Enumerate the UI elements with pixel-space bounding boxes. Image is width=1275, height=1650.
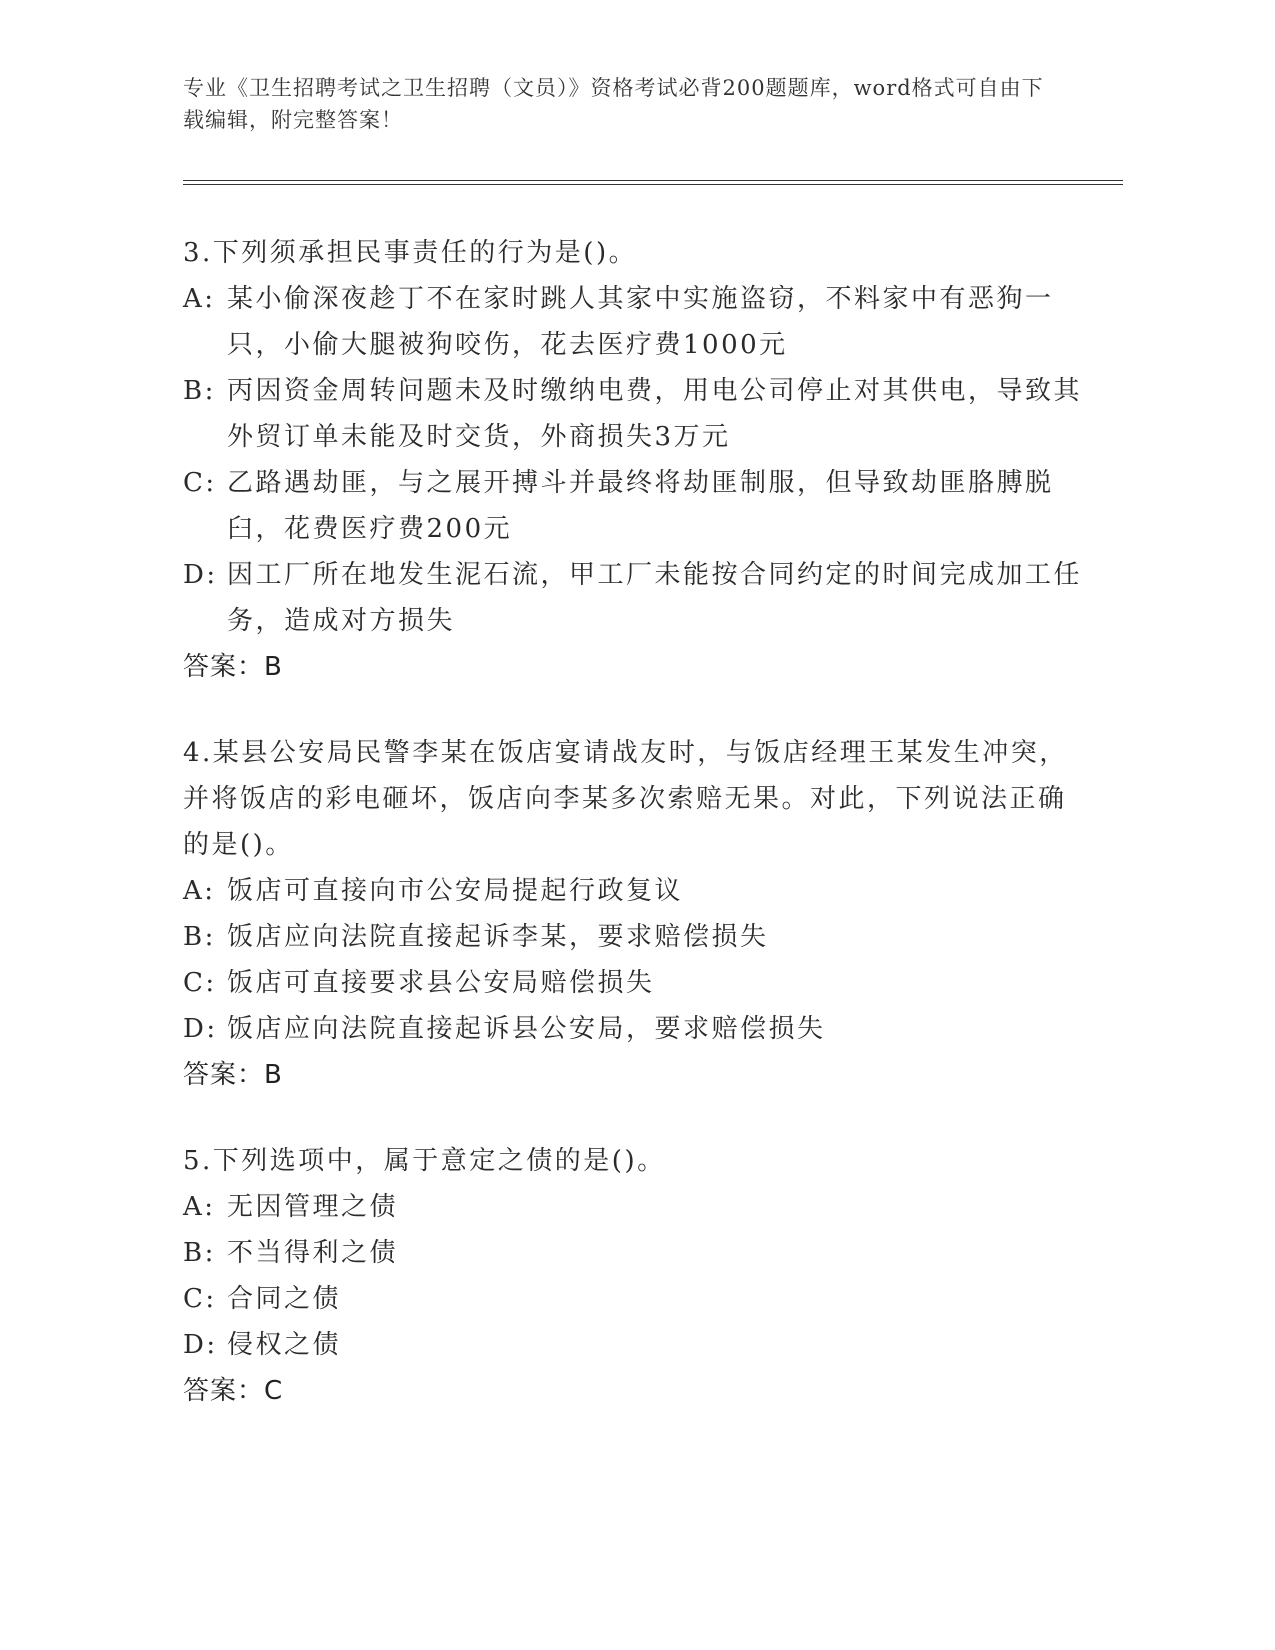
answer-line: 答案：B (183, 1060, 283, 1090)
option-letter: D: (183, 1330, 218, 1360)
option-d (183, 1322, 1083, 1368)
option-letter: A: (183, 876, 216, 906)
option-letter: C: (183, 1284, 217, 1314)
option-text: 某小偷深夜趁丁不在家时跳人其家中实施盗窃，不料家中有恶狗一只，小偷大腿被狗咬伤，花去医疗费1000元 (227, 284, 1054, 360)
option-a (183, 868, 1083, 914)
option-b (183, 1230, 1083, 1276)
document-header: 专业《卫生招聘考试之卫生招聘（文员）》资格考试必背200题题库，word格式可自由下载编辑，附完整答案！ (183, 76, 1044, 132)
option-letter: D: (183, 1014, 218, 1044)
question-stem: 5.下列选项中，属于意定之债的是()。 (183, 1146, 666, 1176)
option-letter: B: (183, 922, 216, 952)
question-5 (183, 1138, 1083, 1414)
option-b (183, 914, 1083, 960)
option-c (183, 960, 1083, 1006)
question-stem: 3.下列须承担民事责任的行为是()。 (183, 238, 638, 268)
option-text: 因工厂所在地发生泥石流，甲工厂未能按合同约定的时间完成加工任务，造成对方损失 (227, 560, 1083, 636)
option-a (183, 276, 1083, 368)
option-letter: B: (183, 376, 216, 406)
header-divider-bottom (183, 184, 1123, 185)
option-text: 无因管理之债 (227, 1192, 399, 1222)
option-letter: D: (183, 560, 218, 590)
question-list (183, 230, 1083, 1454)
option-text: 侵权之债 (227, 1330, 342, 1360)
option-text: 不当得利之债 (227, 1238, 399, 1268)
option-text: 饭店应向法院直接起诉县公安局，要求赔偿损失 (227, 1014, 826, 1044)
option-d (183, 1006, 1083, 1052)
answer-line: 答案：C (183, 1376, 284, 1406)
option-letter: A: (183, 284, 216, 314)
option-text: 丙因资金周转问题未及时缴纳电费，用电公司停止对其供电，导致其外贸订单未能及时交货，外商损失3万元 (227, 376, 1083, 452)
option-text: 饭店可直接要求县公安局赔偿损失 (227, 968, 655, 998)
question-stem: 4.某县公安局民警李某在饭店宴请战友时，与饭店经理王某发生冲突，并将饭店的彩电砸坏，饭店向李某多次索赔无果。对此，下列说法正确的是()。 (183, 738, 1068, 860)
option-text: 饭店应向法院直接起诉李某，要求赔偿损失 (227, 922, 769, 952)
option-text: 合同之债 (227, 1284, 342, 1314)
option-letter: C: (183, 468, 217, 498)
header-divider-top (183, 180, 1123, 181)
option-a (183, 1184, 1083, 1230)
answer-line: 答案：B (183, 652, 283, 682)
option-text: 饭店可直接向市公安局提起行政复议 (227, 876, 684, 906)
question-4 (183, 730, 1083, 1098)
option-c (183, 1276, 1083, 1322)
option-letter: B: (183, 1238, 216, 1268)
option-letter: A: (183, 1192, 216, 1222)
option-d (183, 552, 1083, 644)
question-3 (183, 230, 1083, 690)
option-text: 乙路遇劫匪，与之展开搏斗并最终将劫匪制服，但导致劫匪胳膊脱臼，花费医疗费200元 (227, 468, 1054, 544)
option-letter: C: (183, 968, 217, 998)
option-c (183, 460, 1083, 552)
option-b (183, 368, 1083, 460)
